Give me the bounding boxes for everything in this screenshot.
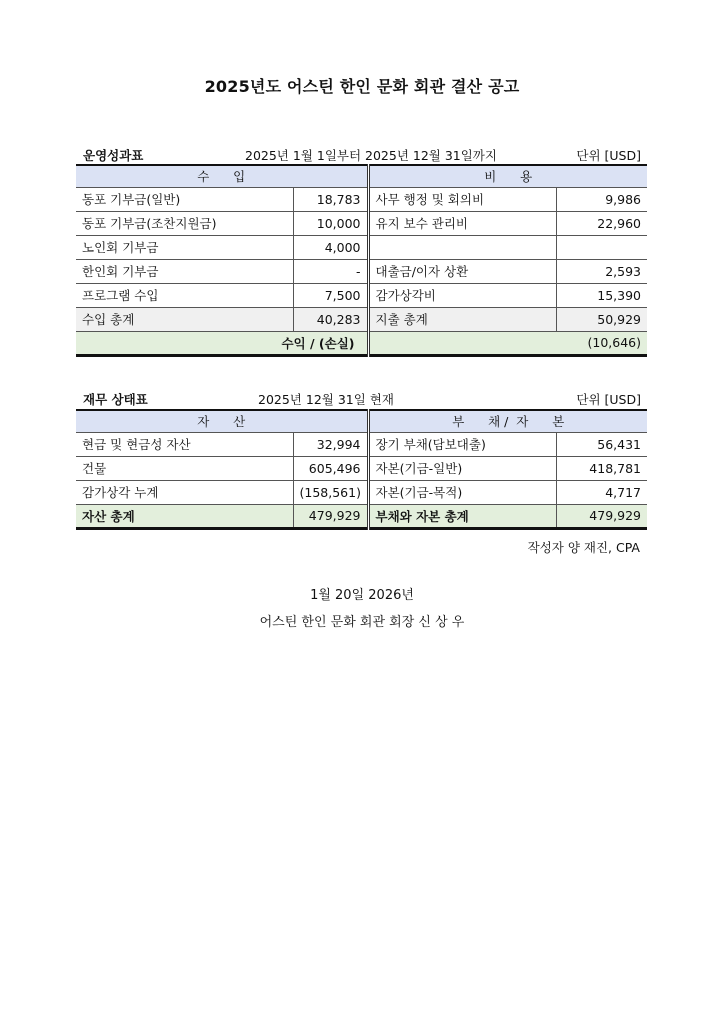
income-label: 노인회 기부금 <box>76 235 293 259</box>
table-row <box>76 283 647 307</box>
income-amount: 10,000 <box>293 211 368 235</box>
income-total: 40,283 <box>293 307 368 331</box>
asset-label: 감가상각 누계 <box>76 480 293 504</box>
income-label: 한인회 기부금 <box>76 259 293 283</box>
expense-label: 감가상각비 <box>368 283 556 307</box>
balance-period: 2025년 12월 31일 현재 <box>258 392 394 407</box>
expense-amount: 22,960 <box>556 211 647 235</box>
expense-label: 대출금/이자 상환 <box>368 259 556 283</box>
liability-label: 자본(기금-일반) <box>368 456 556 480</box>
income-label: 동포 기부금(조찬지원금) <box>76 211 293 235</box>
liability-total: 479,929 <box>556 504 647 528</box>
expense-amount: 2,593 <box>556 259 647 283</box>
table-row <box>76 432 647 456</box>
expense-amount: 9,986 <box>556 187 647 211</box>
issue-date: 1월 20일 2026년 <box>310 588 414 603</box>
income-amount: - <box>293 259 368 283</box>
balance-unit: 단위 [USD] <box>576 392 641 407</box>
liability-label: 자본(기금-목적) <box>368 480 556 504</box>
liability-amount: 56,431 <box>556 432 647 456</box>
operations-table <box>76 164 647 357</box>
table-row <box>76 259 647 283</box>
signer: 어스틴 한인 문화 회관 회장 신 상 우 <box>259 615 465 630</box>
income-amount: 18,783 <box>293 187 368 211</box>
asset-amount: 605,496 <box>293 456 368 480</box>
operations-unit: 단위 [USD] <box>576 148 641 163</box>
income-total-label: 수입 총계 <box>76 307 293 331</box>
expense-label <box>368 235 556 259</box>
expense-total: 50,929 <box>556 307 647 331</box>
asset-label: 현금 및 현금성 자산 <box>76 432 293 456</box>
totals-row <box>76 307 647 331</box>
net-value: (10,646) <box>368 331 647 355</box>
income-label: 프로그램 수입 <box>76 283 293 307</box>
table-row <box>76 235 647 259</box>
operations-title: 운영성과표 <box>83 148 144 163</box>
balance-totals-row <box>76 504 647 528</box>
page-title: 2025년도 어스틴 한인 문화 회관 결산 공고 <box>204 77 520 96</box>
asset-label: 건물 <box>76 456 293 480</box>
operations-period: 2025년 1월 1일부터 2025년 12월 31일까지 <box>245 148 497 163</box>
expense-amount: 15,390 <box>556 283 647 307</box>
asset-amount: (158,561) <box>293 480 368 504</box>
expense-label: 사무 행정 및 회의비 <box>368 187 556 211</box>
balance-header-row <box>76 410 647 432</box>
table-row <box>76 211 647 235</box>
balance-header <box>77 390 647 408</box>
income-label: 동포 기부금(일반) <box>76 187 293 211</box>
asset-amount: 32,994 <box>293 432 368 456</box>
liabilities-header: 부 채 / 자 본 <box>368 410 647 432</box>
balance-title: 재무 상태표 <box>83 392 148 407</box>
expense-amount <box>556 235 647 259</box>
income-amount: 4,000 <box>293 235 368 259</box>
expense-header: 비 용 <box>368 165 647 187</box>
assets-header: 자 산 <box>76 410 368 432</box>
table-row <box>76 187 647 211</box>
operations-header <box>77 146 647 164</box>
balance-table <box>76 409 647 530</box>
expense-label: 유지 보수 관리비 <box>368 211 556 235</box>
table-row <box>76 456 647 480</box>
liability-total-label: 부채와 자본 총계 <box>368 504 556 528</box>
net-row <box>76 331 647 355</box>
liability-amount: 418,781 <box>556 456 647 480</box>
liability-amount: 4,717 <box>556 480 647 504</box>
asset-total: 479,929 <box>293 504 368 528</box>
income-header: 수 입 <box>76 165 368 187</box>
income-amount: 7,500 <box>293 283 368 307</box>
preparer: 작성자 양 재진, CPA <box>527 540 640 555</box>
liability-label: 장기 부채(담보대출) <box>368 432 556 456</box>
net-label: 수익 / (손실) <box>76 331 368 355</box>
asset-total-label: 자산 총계 <box>76 504 293 528</box>
expense-total-label: 지출 총계 <box>368 307 556 331</box>
operations-header-row <box>76 165 647 187</box>
table-row <box>76 480 647 504</box>
